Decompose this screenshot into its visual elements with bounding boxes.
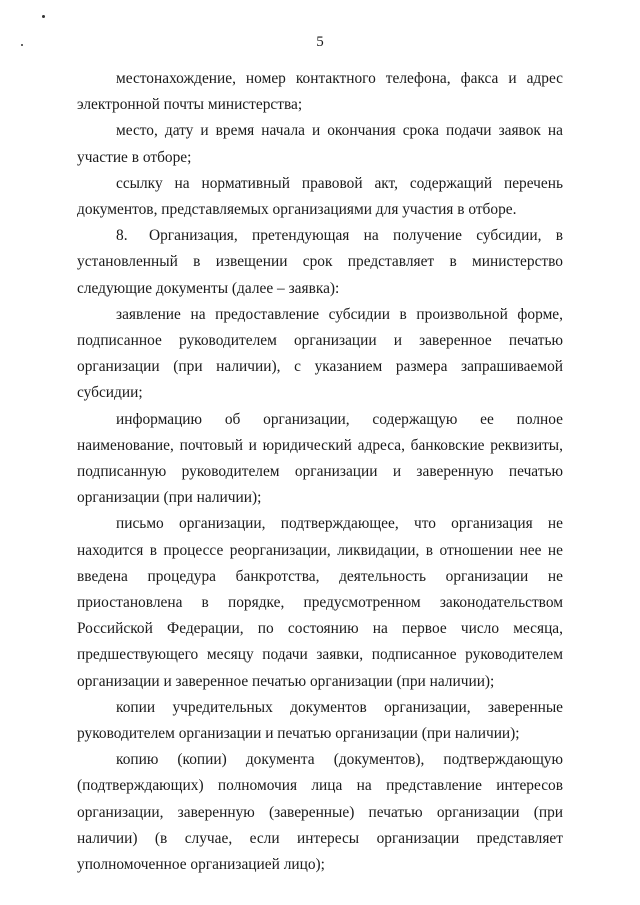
paragraph: копии учредительных документов организации, заверенные руководителем организации и печатью организации (при наличии); — [77, 698, 563, 743]
paragraph-text: Организация, претендующая на получение субсидии, в установленный в извещении срок представляет в министерство следующие документы (далее – заявка): — [77, 227, 563, 297]
paragraph-number: 8. — [116, 227, 128, 245]
paragraph: письмо организации, подтверждающее, что организация не находится в процессе реорганизации, ликвидации, в отношении нее не введена процедура банкротства, деятельность организации не приостановлена в порядке, предусмотренном законодательством Российской Федерации, по состоянию на первое число месяца, предшествующего месяцу подачи заявки, подписанное руководителем организации и заверенное печатью организации (при наличии); — [77, 515, 563, 690]
paragraph: информацию об организации, содержащую ее полное наименование, почтовый и юридический адреса, банковские реквизиты, подписанную руководителем организации и заверенную печатью организации (при наличии); — [77, 410, 563, 507]
paragraph: заявление на предоставление субсидии в произвольной форме, подписанное руководителем организации и заверенное печатью организации (при наличии), с указанием размера запрашиваемой субсидии; — [77, 305, 563, 402]
document-body — [77, 66, 563, 878]
paragraph: ссылку на нормативный правовой акт, содержащий перечень документов, представляемых организациями для участия в отборе. — [77, 174, 563, 219]
paragraph: местонахождение, номер контактного телефона, факса и адрес электронной почты министерства; — [77, 70, 563, 114]
numbered-paragraph — [77, 223, 563, 302]
paragraph: копию (копии) документа (документов), подтверждающую (подтверждающих) полномочия лица на представление интересов организации, заверенную (заверенные) печатью организации (при наличии) (в случае, если интересы организации представляет уполномоченное организацией лицо); — [77, 751, 563, 874]
scan-speck — [42, 15, 45, 18]
page-number: 5 — [316, 34, 324, 50]
paragraph: место, дату и время начала и окончания срока подачи заявок на участие в отборе; — [77, 122, 563, 166]
